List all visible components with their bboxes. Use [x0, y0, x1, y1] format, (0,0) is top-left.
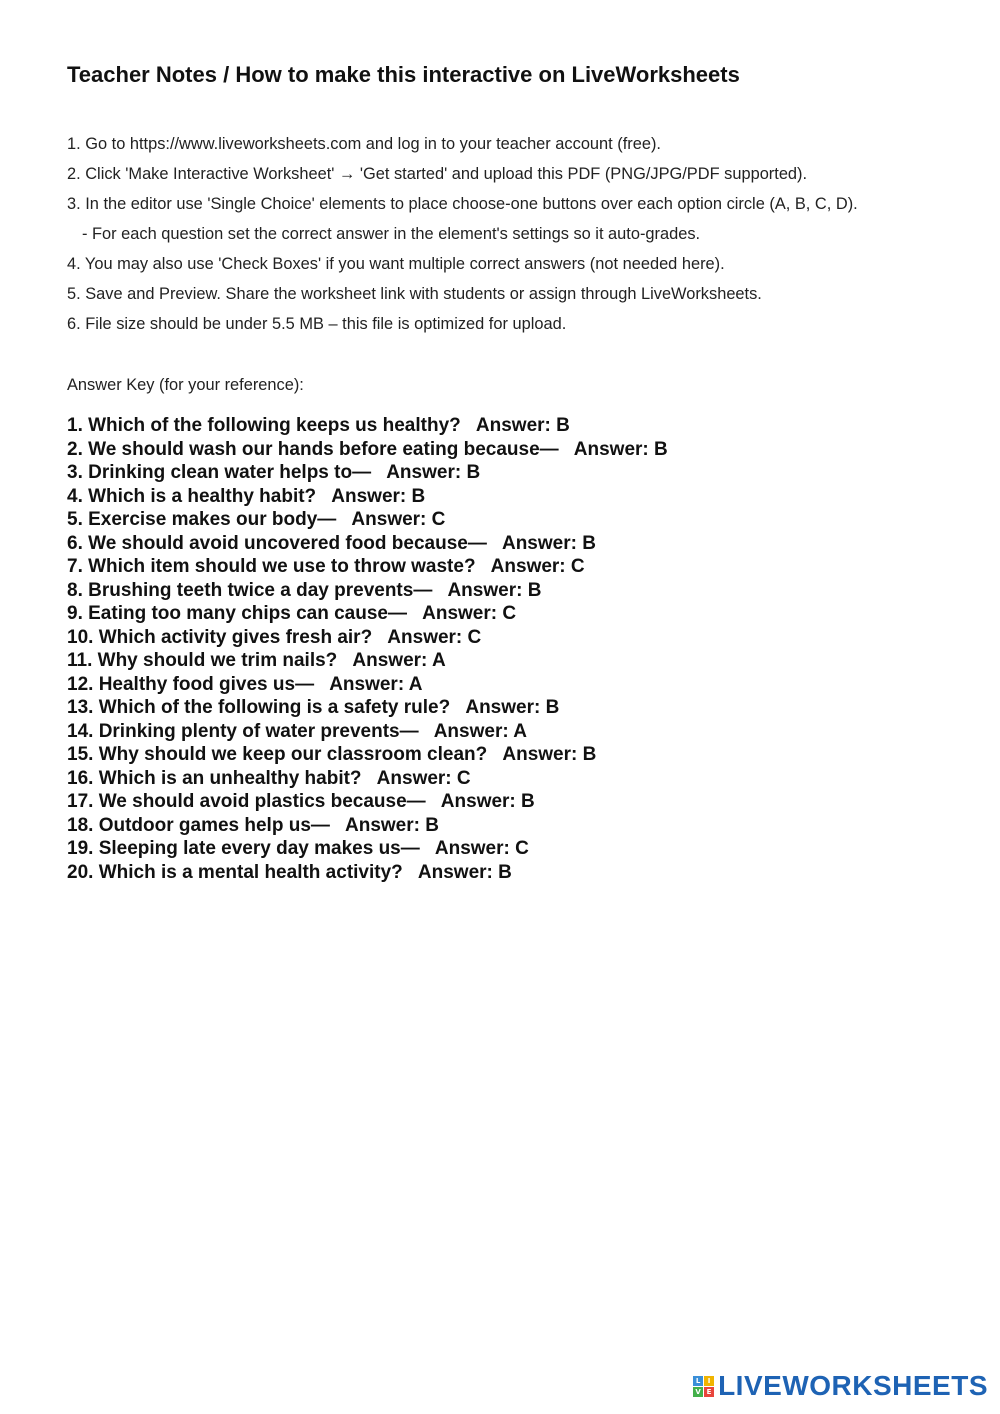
page-title: Teacher Notes / How to make this interactive on LiveWorksheets: [67, 62, 740, 87]
answer-key-item: 15. Why should we keep our classroom clean? Answer: B: [67, 744, 597, 765]
answer-key-item: 19. Sleeping late every day makes us— Answer: C: [67, 838, 529, 859]
instruction-step-3: 3. In the editor use 'Single Choice' elements to place choose-one buttons over each option circle (A, B, C, D).: [67, 195, 858, 213]
answer-key-item: 13. Which of the following is a safety rule? Answer: B: [67, 697, 560, 718]
answer-key-item: 8. Brushing teeth twice a day prevents— Answer: B: [67, 579, 542, 601]
instruction-step-5: 5. Save and Preview. Share the worksheet link with students or assign through LiveWorksheets.: [67, 285, 762, 303]
answer-key-item: 11. Why should we trim nails? Answer: A: [67, 650, 446, 671]
logo-mark-letter: E: [704, 1387, 714, 1397]
answer-key-item: 20. Which is a mental health activity? Answer: B: [67, 861, 512, 883]
liveworksheets-mark-icon: [693, 1376, 714, 1397]
answer-key-list: [67, 414, 668, 884]
answer-key-item: 3. Drinking clean water helps to— Answer: B: [67, 462, 481, 483]
answer-key-item: 14. Drinking plenty of water prevents— Answer: A: [67, 720, 527, 742]
answer-key-item: 4. Which is a healthy habit? Answer: B: [67, 485, 426, 507]
answer-key-item: 12. Healthy food gives us— Answer: A: [67, 673, 423, 695]
instructions-list: [67, 133, 947, 343]
answer-key-item: 10. Which activity gives fresh air? Answer: C: [67, 626, 482, 648]
instruction-step-6: 6. File size should be under 5.5 MB – this file is optimized for upload.: [67, 315, 567, 333]
answer-key-item: 16. Which is an unhealthy habit? Answer: C: [67, 767, 471, 789]
logo-mark-letter: I: [704, 1376, 714, 1386]
answer-key-item: 1. Which of the following keeps us healthy? Answer: B: [67, 415, 570, 436]
answer-key-label: Answer Key (for your reference):: [67, 376, 304, 394]
logo-wordmark: LIVEWORKSHEETS: [718, 1370, 988, 1401]
answer-key-item: 7. Which item should we use to throw waste? Answer: C: [67, 556, 585, 577]
logo-mark-letter: L: [693, 1376, 703, 1386]
answer-key-item: 18. Outdoor games help us— Answer: B: [67, 814, 439, 836]
instruction-step-3-note: - For each question set the correct answer in the element's settings so it auto-grades.: [82, 225, 701, 243]
answer-key-item: 2. We should wash our hands before eating because— Answer: B: [67, 438, 668, 460]
answer-key-item: 9. Eating too many chips can cause— Answer: C: [67, 603, 517, 624]
answer-key-item: 5. Exercise makes our body— Answer: C: [67, 509, 446, 530]
instruction-step-4: 4. You may also use 'Check Boxes' if you want multiple correct answers (not needed here).: [67, 255, 725, 273]
logo-mark-letter: V: [693, 1387, 703, 1397]
instruction-step-2: 2. Click 'Make Interactive Worksheet' → 'Get started' and upload this PDF (PNG/JPG/PDF supported).: [67, 165, 808, 183]
instruction-step-1: 1. Go to https://www.liveworksheets.com and log in to your teacher account (free).: [67, 135, 661, 153]
answer-key-item: 6. We should avoid uncovered food because— Answer: B: [67, 532, 596, 554]
liveworksheets-logo: [693, 1370, 988, 1402]
answer-key-item: 17. We should avoid plastics because— Answer: B: [67, 791, 535, 812]
